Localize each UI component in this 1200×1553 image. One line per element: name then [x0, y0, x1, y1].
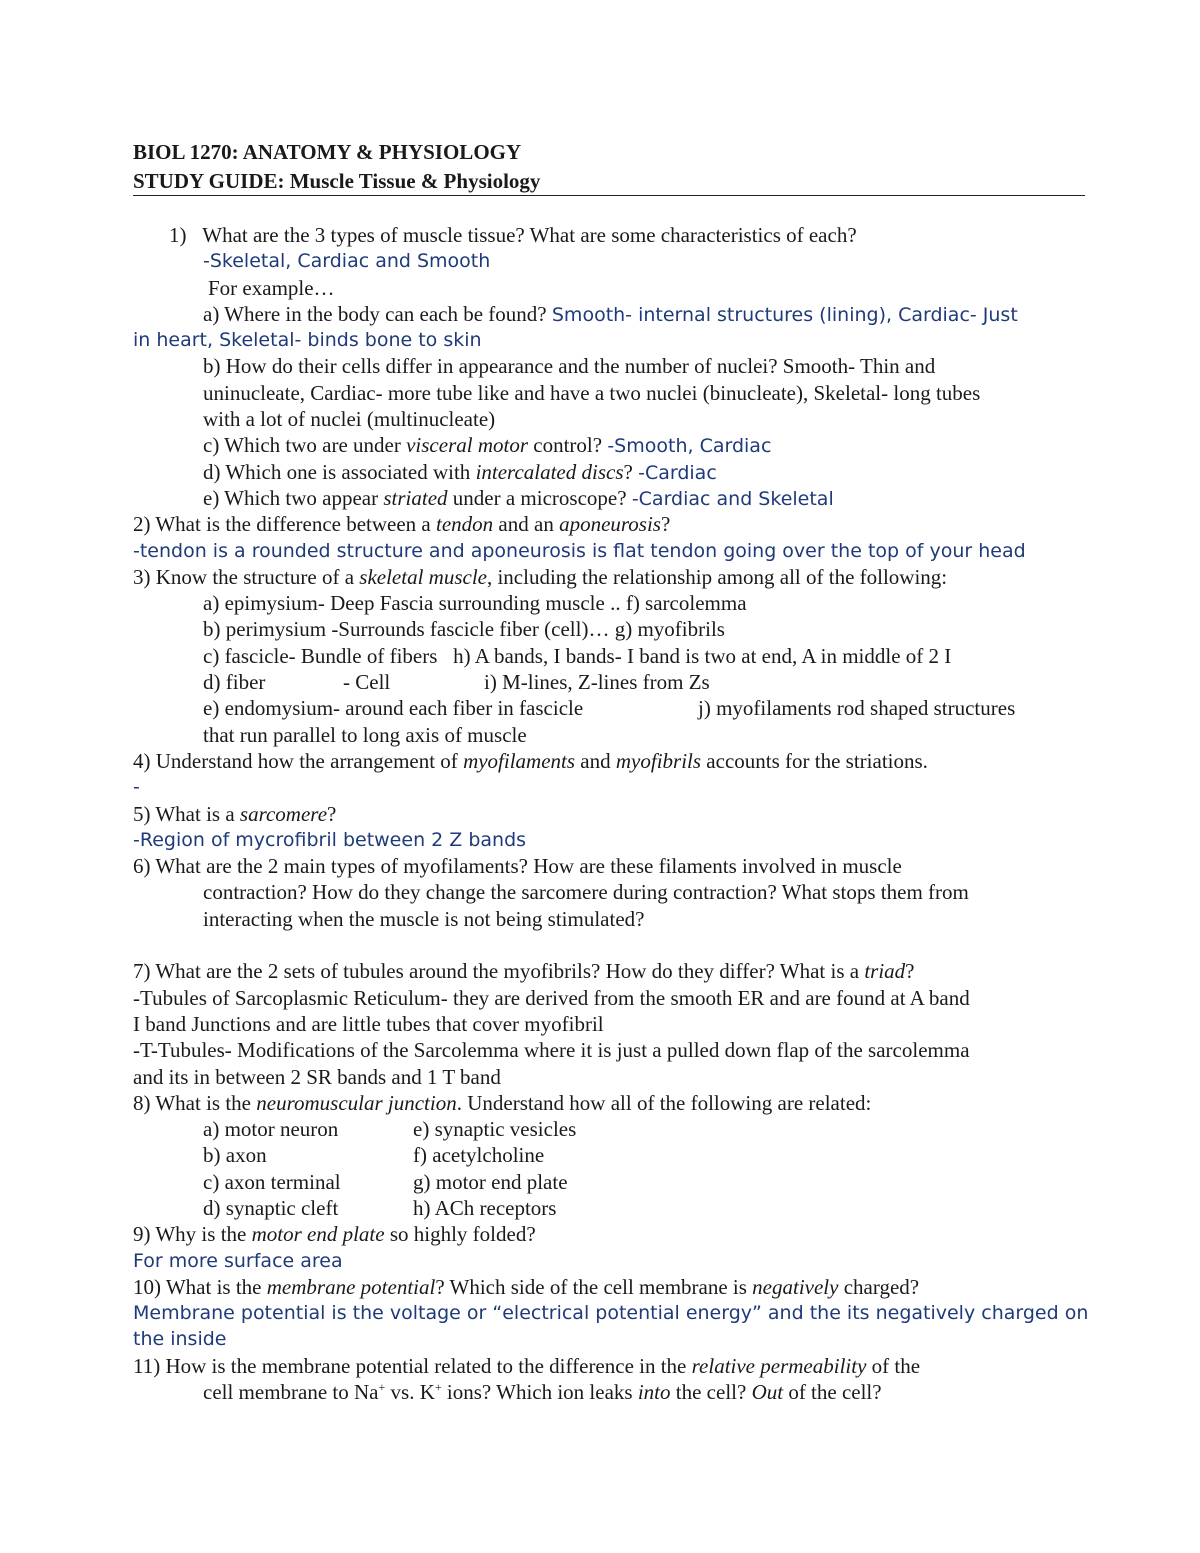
question-4: 4) Understand how the arrangement of myofilaments and myofibrils accounts for the striations.: [133, 748, 928, 773]
question-8: 8) What is the neuromuscular junction. Understand how all of the following are related:: [133, 1090, 872, 1115]
answer-2: -tendon is a rounded structure and aponeurosis is flat tendon going over the top of your head: [133, 539, 1026, 562]
question-10: 10) What is the membrane potential? Which side of the cell membrane is negatively charged?: [133, 1274, 920, 1299]
question-3d: d) fiber - Cell i) M-lines, Z-lines from Zs: [203, 670, 710, 695]
question-3b: b) perimysium -Surrounds fascicle fiber (cell)… g) myofibrils: [203, 617, 725, 642]
question-6-line2: contraction? How do they change the sarcomere during contraction? What stops them from: [203, 880, 969, 905]
answer-7-line1: -Tubules of Sarcoplasmic Reticulum- they are derived from the smooth ER and are found at A band: [133, 985, 970, 1010]
question-9: 9) Why is the motor end plate so highly folded?: [133, 1222, 536, 1247]
document-header: [133, 138, 1085, 196]
question-6: 6) What are the 2 main types of myofilaments? How are these filaments involved in muscle: [133, 854, 902, 879]
answer-1a: Smooth- internal structures (lining), Cardiac- Just: [551, 303, 1018, 326]
answer-1e: -Cardiac and Skeletal: [631, 487, 834, 510]
question-3a: a) epimysium- Deep Fascia surrounding muscle .. f) sarcolemma: [203, 591, 747, 616]
question-1e: e) Which two appear striated under a microscope? -Cardiac and Skeletal: [203, 485, 834, 510]
answer-10-continued: the inside: [133, 1328, 227, 1351]
question-1-example: For example…: [208, 275, 335, 300]
spacer: [133, 932, 1083, 958]
question-11-line2: cell membrane to Na+ vs. K+ ions? Which ion leaks into the cell? Out of the cell?: [203, 1380, 882, 1405]
question-5: 5) What is a sarcomere?: [133, 801, 337, 826]
answer-7-line2: I band Junctions and are little tubes that cover myofibril: [133, 1011, 604, 1036]
question-1d: d) Which one is associated with intercalated discs? -Cardiac: [203, 459, 717, 484]
question-3e: e) endomysium- around each fiber in fascicle j) myofilaments rod shaped structures: [203, 696, 1016, 721]
answer-9: For more surface area: [133, 1249, 343, 1272]
answer-5: -Region of mycrofibril between 2 Z bands: [133, 828, 527, 851]
answer-1: -Skeletal, Cardiac and Smooth: [203, 250, 491, 273]
question-list: [133, 222, 1089, 1405]
question-11: 11) How is the membrane potential related to the difference in the relative permeability of the: [133, 1353, 921, 1378]
answer-7-line3: -T-Tubules- Modifications of the Sarcolemma where it is just a pulled down flap of the sarcolemma: [133, 1038, 970, 1063]
question-1: 1) What are the 3 types of muscle tissue? What are some characteristics of each?: [169, 223, 857, 247]
header-divider: [133, 195, 1085, 196]
answer-4: -: [133, 776, 140, 799]
question-1b-line3: with a lot of nuclei (multinucleate): [203, 407, 496, 432]
question-3c: c) fascicle- Bundle of fibers h) A bands, I bands- I band is two at end, A in middle of 2 I: [203, 643, 952, 668]
answer-1a-continued: in heart, Skeletal- binds bone to skin: [133, 329, 482, 352]
question-3: 3) Know the structure of a skeletal muscle, including the relationship among all of the following:: [133, 564, 948, 589]
question-6-line3: interacting when the muscle is not being stimulated?: [203, 906, 645, 931]
question-8-row: c) axon terminal g) motor end plate: [203, 1169, 568, 1194]
question-1a: a) Where in the body can each be found? Smooth- internal structures (lining), Cardiac- Just: [203, 301, 1018, 326]
question-7: 7) What are the 2 sets of tubules around the myofibrils? How do they differ? What is a triad?: [133, 959, 915, 984]
question-8-row: a) motor neuron e) synaptic vesicles: [203, 1117, 577, 1142]
question-1b: b) How do their cells differ in appearance and the number of nuclei? Smooth- Thin and: [203, 354, 936, 379]
question-3e-line2: that run parallel to long axis of muscle: [203, 722, 527, 747]
question-2: 2) What is the difference between a tendon and an aponeurosis?: [133, 512, 671, 537]
question-1c: c) Which two are under visceral motor control? -Smooth, Cardiac: [203, 433, 772, 458]
answer-7-line4: and its in between 2 SR bands and 1 T band: [133, 1064, 501, 1089]
answer-10: Membrane potential is the voltage or “electrical potential energy” and the its negatively charged on: [133, 1302, 1089, 1325]
study-guide-title: STUDY GUIDE: Muscle Tissue & Physiology: [133, 169, 541, 193]
question-8-row: b) axon f) acetylcholine: [203, 1143, 545, 1168]
answer-1c: -Smooth, Cardiac: [607, 435, 772, 458]
question-8-row: d) synaptic cleft h) ACh receptors: [203, 1195, 557, 1220]
answer-1d: -Cardiac: [638, 461, 717, 484]
question-1b-line2: uninucleate, Cardiac- more tube like and have a two nuclei (binucleate), Skeletal- long tubes: [203, 380, 981, 405]
course-title: BIOL 1270: ANATOMY & PHYSIOLOGY: [133, 140, 522, 164]
